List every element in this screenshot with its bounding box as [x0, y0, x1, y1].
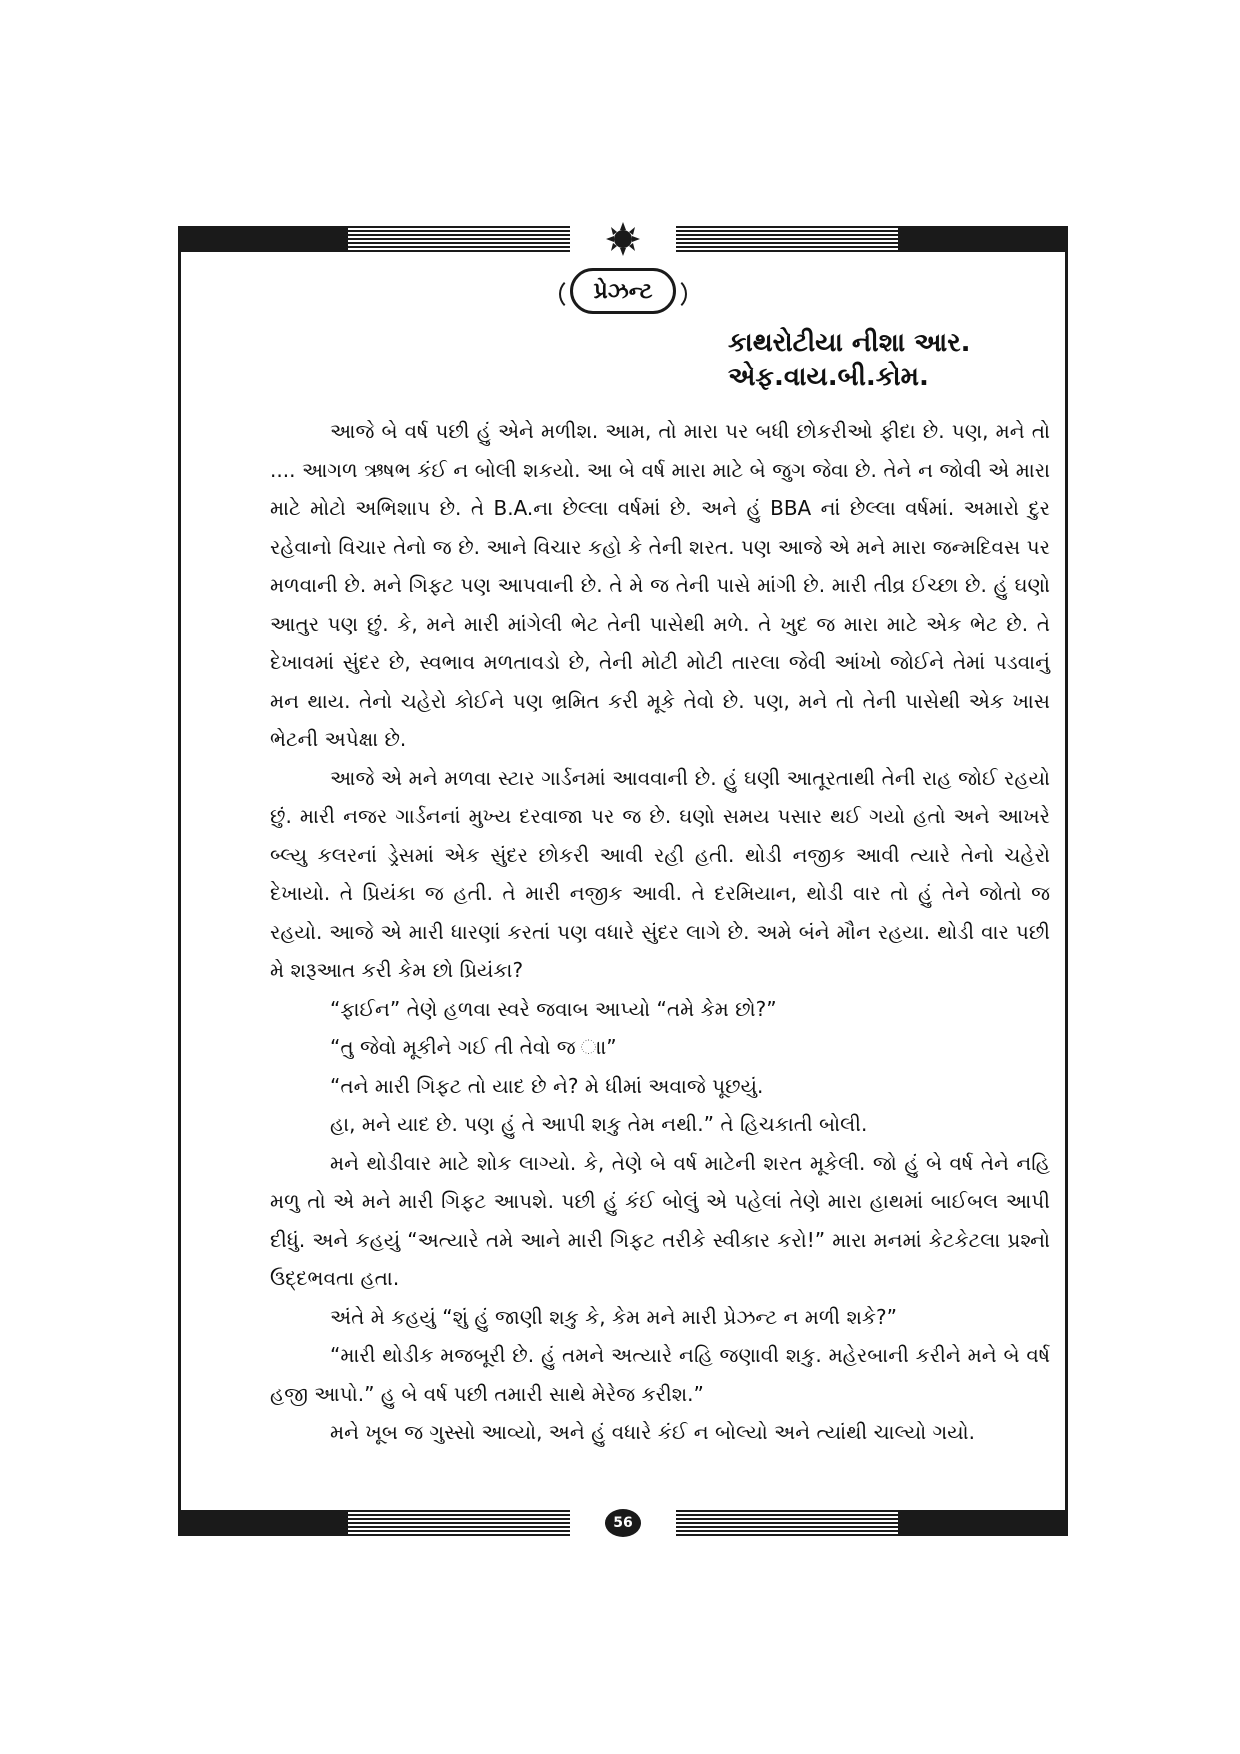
paragraph: મને થોડીવાર માટે શોક લાગ્યો. કે, તેણે બે વર્ષ માટેની શરત મૂકેલી. જો હું બે વર્ષ તેને નહિ મળુ તો એ મને મારી ગિફટ આપશે. પછી હું કંઈ બોલું એ પહેલાં તેણે મારા હાથમાં બાઈબલ આપી દીધું. અને કહયું “અત્યારે તમે આને મારી ગિફટ તરીકે સ્વીકાર કરો!” મારા મનમાં કેટકેટલા પ્રશ્નો ઉદ્દભવતા હતા. [270, 1150, 1050, 1290]
paragraph: આજે એ મને મળવા સ્ટાર ગાર્ડનમાં આવવાની છે. હું ઘણી આતૂરતાથી તેની રાહ જોઈ રહયો છું. મારી નજર ગાર્ડનનાં મુખ્ય દરવાજા પર જ છે. ઘણો સમય પસાર થઈ ગયો હતો અને આખરે બ્લ્યુ કલરનાં ડ્રેસમાં એક સુંદર છોકરી આવી રહી હતી. થોડી નજીક આવી ત્યારે તેનો ચહેરો દેખાયો. તે પ્રિયંકા જ હતી. તે મારી નજીક આવી. તે દરમિયાન, થોડી વાર તો હું તેને જોતો જ રહયો. આજે એ મારી ધારણાં કરતાં પણ વધારે સુંદર લાગે છે. અમે બંને મૌન રહયા. થોડી વાર પછી મે શરૂઆત કરી કેમ છો પ્રિયંકા? [270, 765, 1050, 982]
author-class: એફ.વાય.બી.કોમ. [728, 362, 929, 392]
top-decorative-bar [178, 226, 1068, 252]
bar-lines-right [676, 1510, 898, 1536]
page-number: 56 [605, 1509, 641, 1537]
author-name: કાથરોટીયા નીશા આર. [728, 328, 971, 358]
paragraph: અંતે મે કહયું “શું હું જાણી શકુ કે, કેમ મને મારી પ્રેઝન્ટ ન મળી શકે?” [330, 1304, 898, 1329]
paragraph: આજે બે વર્ષ પછી હું એને મળીશ. આમ, તો મારા પર બધી છોકરીઓ ફીદા છે. પણ, મને તો .... આગળ ઋષભ કંઈ ન બોલી શકયો. આ બે વર્ષ મારા માટે બે જુગ જેવા છે. તેને ન જોવી એ મારા માટે મોટો અભિશાપ છે. તે B.A.ના છેલ્લા વર્ષમાં છે. અને હું BBA નાં છેલ્લા વર્ષમાં. અમારો દુર રહેવાનો વિચાર તેનો જ છે. આને વિચાર કહો કે તેની શરત. પણ આજે એ મને મારા જન્મદિવસ પર મળવાની છે. મને ગિફટ પણ આપવાની છે. તે મે જ તેની પાસે માંગી છે. મારી તીવ્ર ઈચ્છા છે. હું ઘણો આતુર પણ છું. કે, મને મારી માંગેલી ભેટ તેની પાસેથી મળે. તે ખુદ જ મારા માટે એક ભેટ છે. તે દેખાવમાં સુંદર છે, સ્વભાવ મળતાવડો છે, તેની મોટી મોટી તારલા જેવી આંખો જોઈને તેમાં પડવાનું મન થાય. તેનો ચહેરો કોઈને પણ ભ્રમિત કરી મૂકે તેવો છે. પણ, મને તો તેની પાસેથી એક ખાસ ભેટની અપેક્ષા છે. [270, 419, 1050, 751]
paragraph: “ફાઈન” તેણે હળવા સ્વરે જવાબ આપ્યો “તમે કેમ છો?” [330, 996, 777, 1021]
bar-solid-right [898, 226, 1068, 252]
paragraph: “તુ જેવો મૂકીને ગઈ તી તેવો જ ાા” [330, 1035, 617, 1059]
bar-lines-left [348, 226, 570, 252]
author-block [728, 326, 1048, 394]
paragraph: હા, મને યાદ છે. પણ હું તે આપી શકુ તેમ નથી.” તે હિચકાતી બોલી. [330, 1112, 868, 1136]
bottom-decorative-bar [178, 1510, 1068, 1536]
story-title [570, 268, 676, 314]
paragraph: “મારી થોડીક મજબૂરી છે. હું તમને અત્યારે નહિ જણાવી શકુ. મહેરબાની કરીને મને બે વર્ષ હજી આપો.” હુ બે વર્ષ પછી તમારી સાથે મેરેજ કરીશ.” [270, 1343, 1050, 1406]
bar-solid-left [178, 1510, 348, 1536]
story-title-text: પ્રેઝન્ટ [593, 278, 653, 304]
bar-lines-right [676, 226, 898, 252]
story-body [270, 412, 1050, 1452]
bar-lines-left [348, 1510, 570, 1536]
bar-solid-right [898, 1510, 1068, 1536]
bar-solid-left [178, 226, 348, 252]
sunburst-ornament-icon [598, 222, 648, 256]
paragraph: મને ખૂબ જ ગુસ્સો આવ્યો, અને હું વધારે કંઈ ન બોલ્યો અને ત્યાંથી ચાલ્યો ગયો. [330, 1420, 975, 1444]
paragraph: “તને મારી ગિફટ તો યાદ છે ને? મે ધીમાં અવાજે પૂછયું. [330, 1073, 764, 1098]
